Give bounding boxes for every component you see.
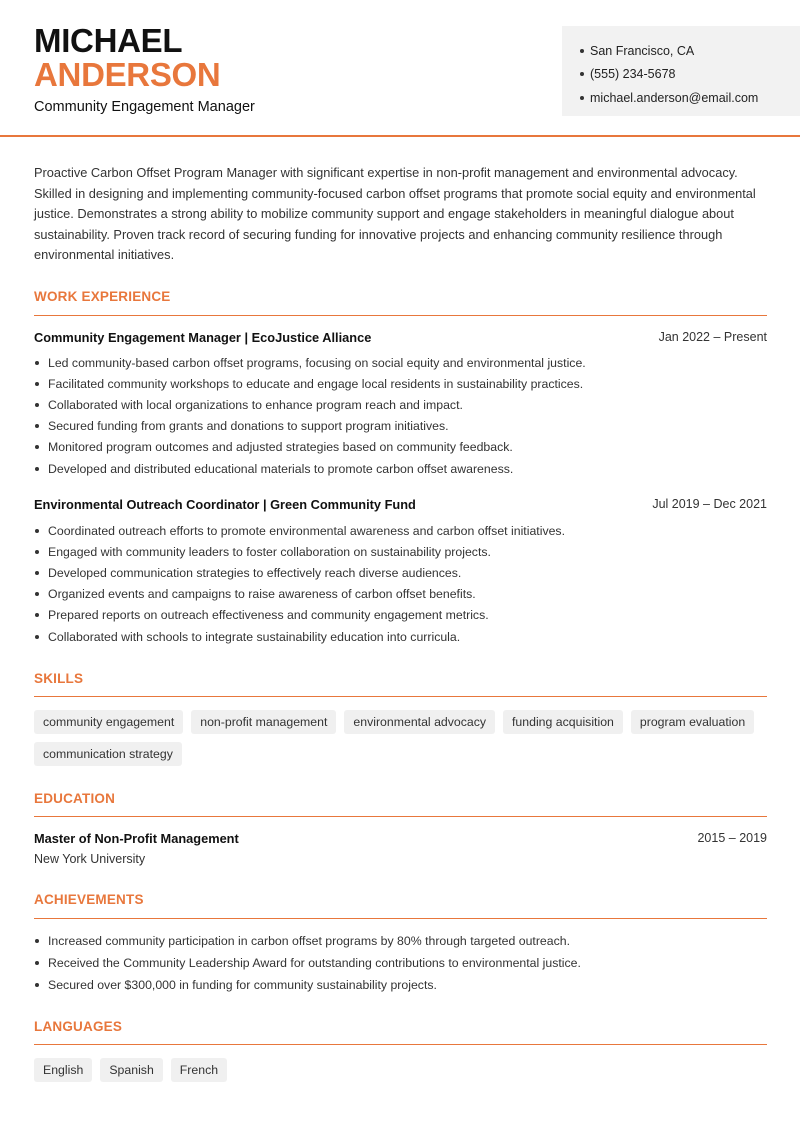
list-item — [34, 541, 767, 562]
email-text: michael.anderson@email.com — [590, 90, 759, 105]
bullet-icon — [35, 635, 39, 639]
skill-tag: community engagement — [34, 710, 183, 734]
achievements-heading: ACHIEVEMENTS — [34, 892, 144, 907]
language-tag: Spanish — [100, 1058, 162, 1082]
language-tag: French — [171, 1058, 227, 1082]
job-header — [34, 497, 767, 512]
language-tag: English — [34, 1058, 92, 1082]
bullet-icon — [35, 424, 39, 428]
bullet-text: Developed and distributed educational materials to promote carbon offset awareness. — [48, 461, 514, 476]
bullet-icon — [580, 72, 584, 76]
language-tags — [34, 1058, 767, 1082]
bullet-icon — [35, 445, 39, 449]
bullet-icon — [35, 961, 39, 965]
list-item — [34, 952, 767, 974]
bullet-text: Secured funding from grants and donations to support program initiatives. — [48, 419, 449, 434]
achievement-bullets — [34, 930, 767, 996]
bullet-text: Led community-based carbon offset programs, focusing on social equity and environmental justice. — [48, 355, 586, 370]
bullet-icon — [35, 361, 39, 365]
degree-name: Master of Non-Profit Management — [34, 831, 239, 846]
section-divider — [34, 696, 767, 697]
bullet-icon — [35, 382, 39, 386]
summary-paragraph: Proactive Carbon Offset Program Manager with significant expertise in non-profit management and environmental advocacy. Skilled in designing and implementing community-focused carbon offset programs that promote social equity and environmental justice. Demonstrates a strong ability to mobilize community support and engage stakeholders in meaningful dialogue about sustainability. Proven track record of securing funding for innovative projects and enhancing community resilience through environmental initiatives. — [34, 165, 756, 263]
section-divider — [34, 816, 767, 817]
education-header — [34, 831, 767, 846]
education-heading: EDUCATION — [34, 791, 116, 806]
skill-tag: non-profit management — [191, 710, 336, 734]
job-role: Environmental Outreach Coordinator | Green Community Fund — [34, 497, 416, 512]
bullet-icon — [35, 550, 39, 554]
bullet-icon — [580, 49, 584, 53]
contact-email — [580, 86, 800, 110]
skill-tag: program evaluation — [631, 710, 754, 734]
last-name: ANDERSON — [34, 56, 221, 93]
job-bullets — [34, 520, 767, 647]
list-item — [34, 584, 767, 605]
list-item — [34, 626, 767, 647]
bullet-text: Developed communication strategies to effectively reach diverse audiences. — [48, 565, 462, 580]
location-text: San Francisco, CA — [590, 43, 695, 58]
bullet-text: Collaborated with schools to integrate sustainability education into curricula. — [48, 629, 461, 644]
work-experience-heading: WORK EXPERIENCE — [34, 289, 171, 304]
list-item — [34, 416, 767, 437]
list-item — [34, 437, 767, 458]
bullet-text: Increased community participation in carbon offset programs by 80% through targeted outreach. — [48, 934, 570, 948]
skills-tags — [34, 710, 767, 766]
section-divider — [34, 918, 767, 919]
list-item — [34, 394, 767, 415]
job-dates: Jul 2019 – Dec 2021 — [652, 497, 767, 511]
job-role: Community Engagement Manager | EcoJustice Alliance — [34, 330, 372, 345]
bullet-icon — [35, 529, 39, 533]
list-item — [34, 520, 767, 541]
bullet-icon — [35, 983, 39, 987]
bullet-text: Prepared reports on outreach effectiveness and community engagement metrics. — [48, 608, 489, 623]
contact-box — [562, 26, 800, 116]
bullet-text: Facilitated community workshops to educate and engage local residents in sustainability practices. — [48, 376, 584, 391]
bullet-icon — [35, 467, 39, 471]
resume-header — [0, 0, 800, 137]
bullet-text: Monitored program outcomes and adjusted strategies based on community feedback. — [48, 440, 513, 455]
job-title: Community Engagement Manager — [34, 99, 255, 115]
section-divider — [34, 315, 767, 316]
list-item — [34, 605, 767, 626]
skill-tag: environmental advocacy — [344, 710, 495, 734]
education-dates: 2015 – 2019 — [697, 831, 767, 845]
section-divider — [34, 1044, 767, 1045]
bullet-text: Coordinated outreach efforts to promote environmental awareness and carbon offset initiatives. — [48, 523, 565, 538]
job-bullets — [34, 352, 767, 479]
contact-phone — [580, 63, 800, 87]
skill-tag: funding acquisition — [503, 710, 623, 734]
bullet-icon — [35, 571, 39, 575]
contact-location — [580, 39, 800, 63]
bullet-icon — [35, 592, 39, 596]
bullet-icon — [35, 939, 39, 943]
skills-heading: SKILLS — [34, 671, 84, 686]
skill-tag: communication strategy — [34, 742, 182, 766]
languages-heading: LANGUAGES — [34, 1019, 123, 1034]
bullet-text: Organized events and campaigns to raise awareness of carbon offset benefits. — [48, 587, 476, 602]
list-item — [34, 974, 767, 996]
list-item — [34, 352, 767, 373]
list-item — [34, 930, 767, 952]
bullet-text: Received the Community Leadership Award for outstanding contributions to environmental justice. — [48, 956, 581, 970]
list-item — [34, 373, 767, 394]
bullet-icon — [35, 403, 39, 407]
phone-text: (555) 234-5678 — [590, 67, 676, 82]
bullet-icon — [580, 96, 584, 100]
job-dates: Jan 2022 – Present — [658, 330, 767, 344]
bullet-text: Collaborated with local organizations to enhance program reach and impact. — [48, 397, 463, 412]
bullet-icon — [35, 613, 39, 617]
bullet-text: Engaged with community leaders to foster collaboration on sustainability projects. — [48, 544, 491, 559]
school-name: New York University — [34, 852, 146, 866]
job-header — [34, 330, 767, 345]
first-name: MICHAEL — [34, 22, 183, 59]
bullet-text: Secured over $300,000 in funding for community sustainability projects. — [48, 978, 437, 992]
list-item — [34, 562, 767, 583]
list-item — [34, 458, 767, 479]
